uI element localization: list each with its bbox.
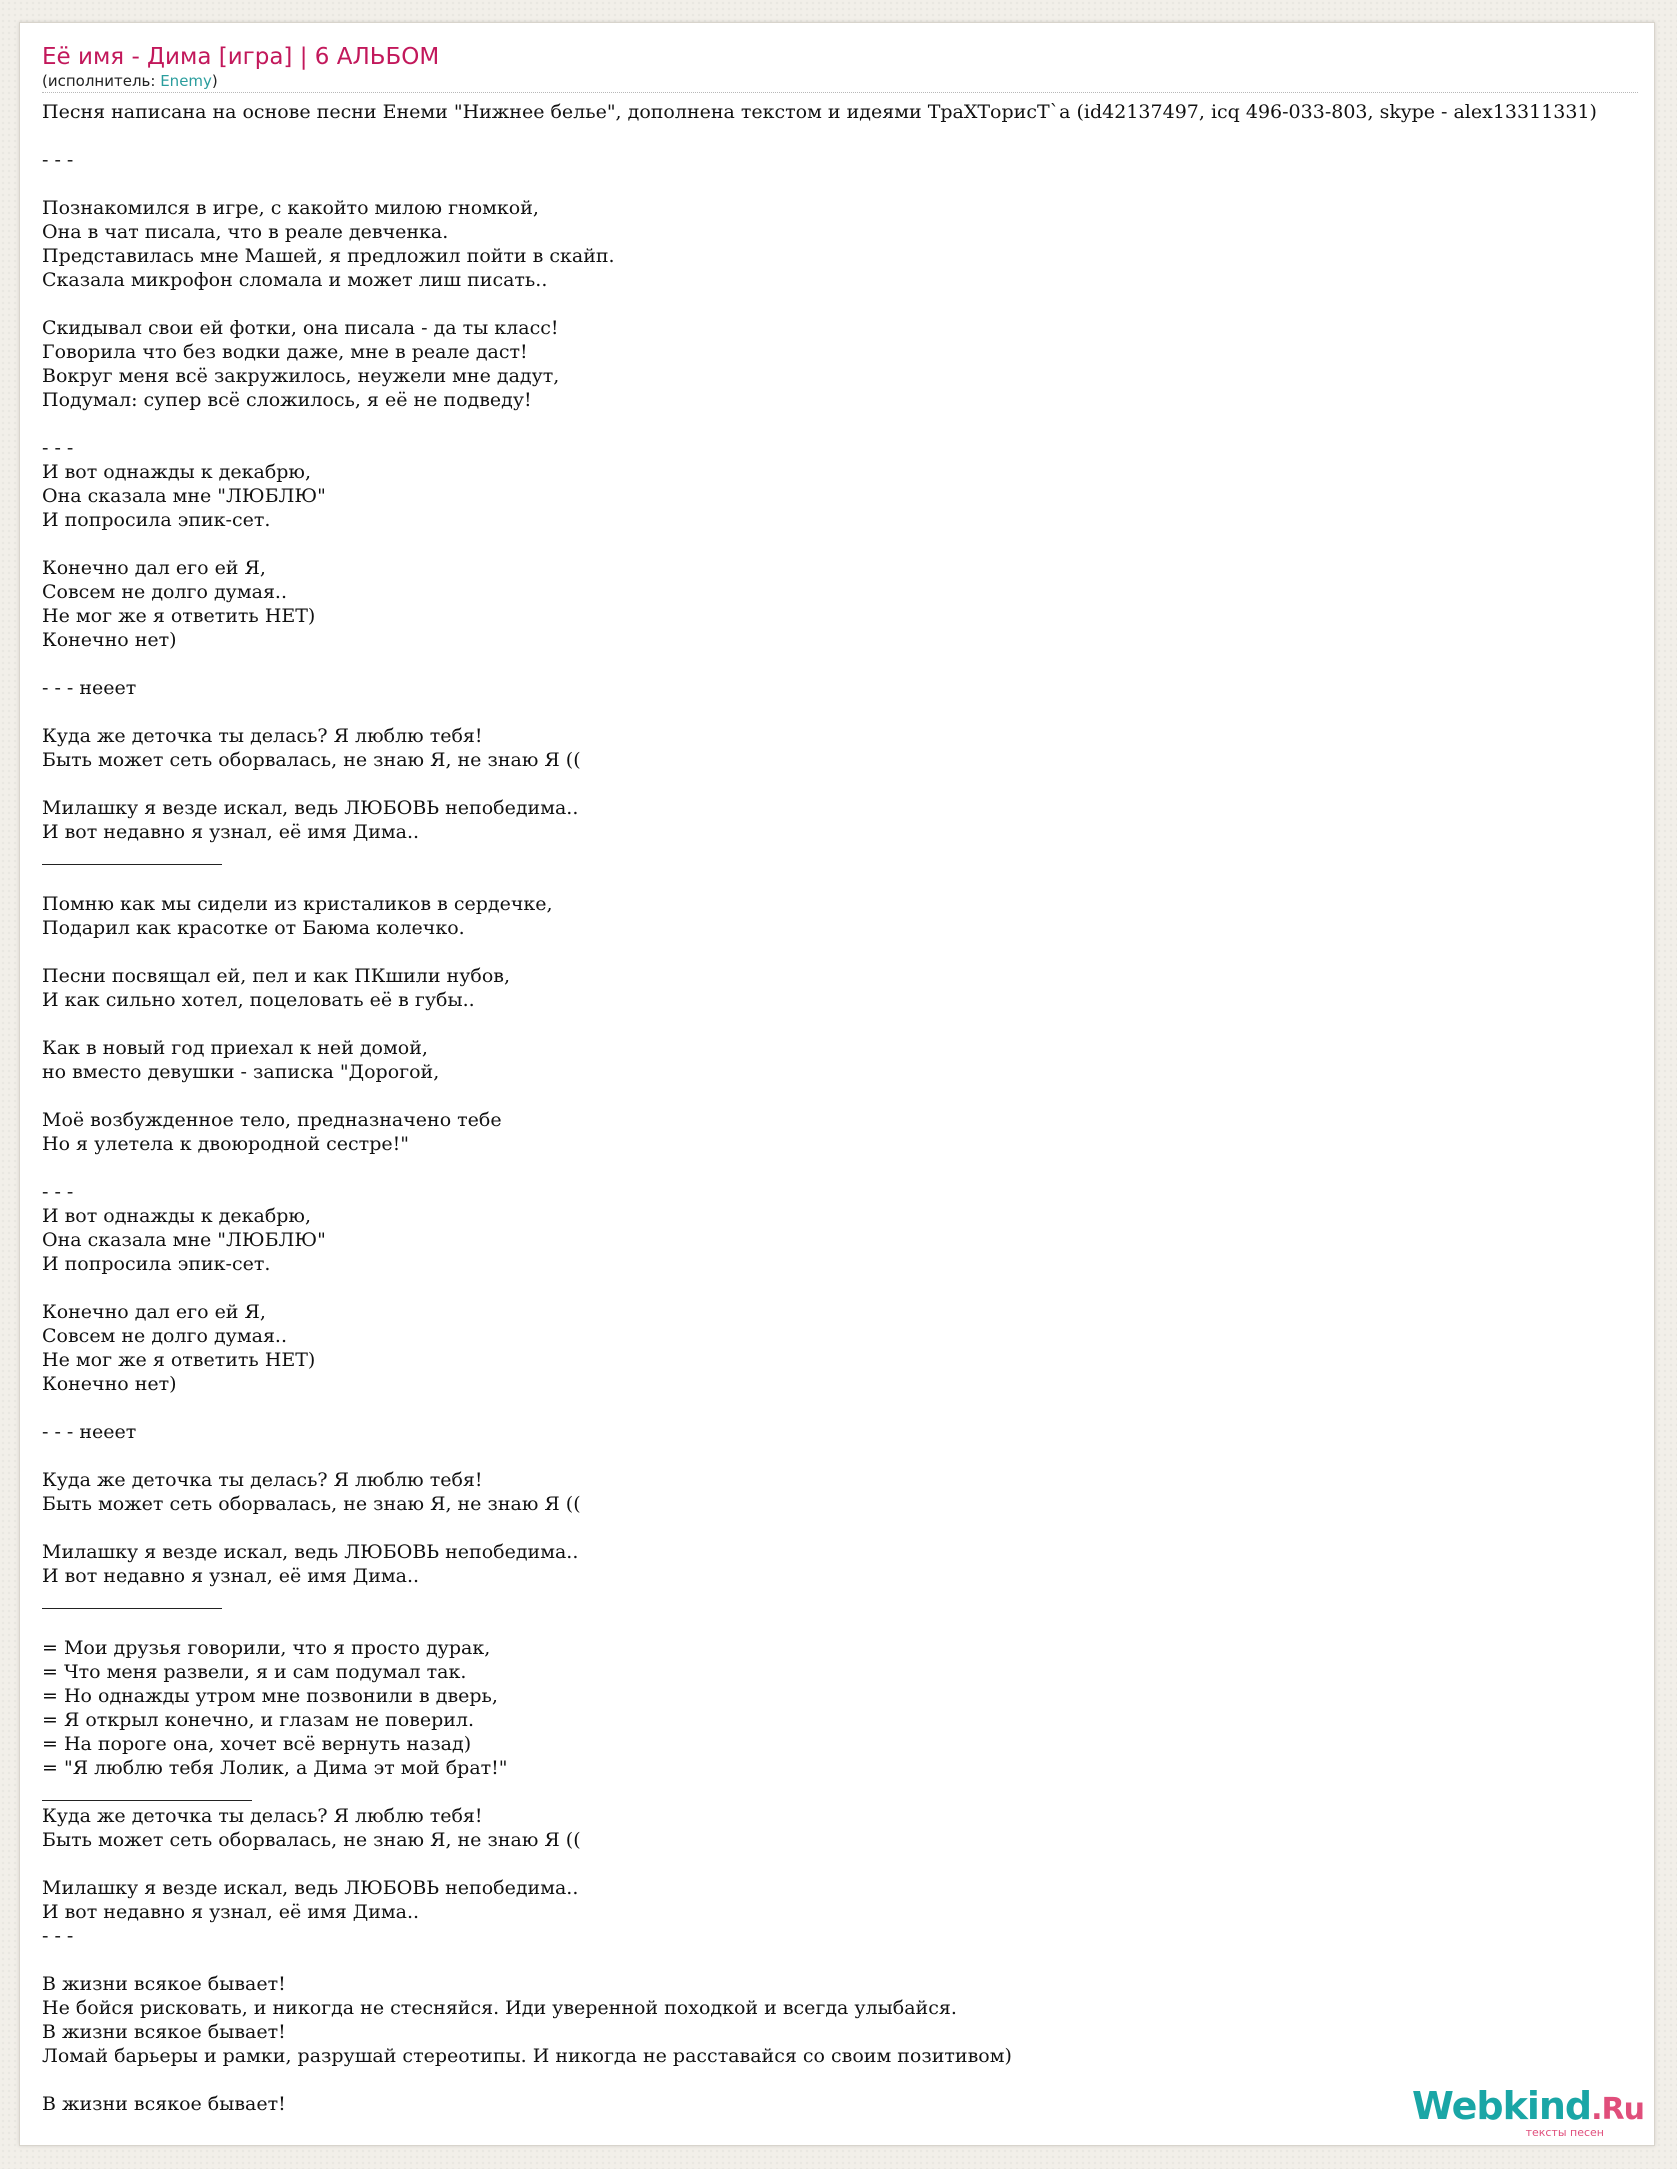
lyric-line: И попросила эпик-сет. (42, 1253, 271, 1275)
section-divider (42, 1780, 1655, 1804)
lyric-line: Конечно нет) (42, 629, 177, 651)
lyric-line: Говорила что без водки даже, мне в реале даст! (42, 341, 528, 363)
lyric-line: Быть может сеть оборвалась, не знаю Я, не знаю Я (( (42, 749, 581, 771)
blank-line (42, 868, 1655, 892)
lyric-line: В жизни всякое бывает! (42, 2021, 286, 2043)
lyric-line: - - - (42, 437, 74, 459)
lyric-line: Ломай барьеры и рамки, разрушай стереотипы. И никогда не расставайся со своим позитивом) (42, 2045, 1012, 2067)
blank-line (42, 940, 1655, 964)
performer-link[interactable]: Enemy (160, 72, 212, 90)
lyric-line: = Но однажды утром мне позвонили в дверь, (42, 1685, 498, 1707)
lyric-line: Совсем не долго думая.. (42, 581, 288, 603)
lyric-line: Подарил как красотке от Баюма колечко. (42, 917, 465, 939)
lyric-line: Быть может сеть оборвалась, не знаю Я, не знаю Я (( (42, 1493, 581, 1515)
performer-prefix: (исполнитель: (42, 72, 161, 90)
lyric-line: И вот недавно я узнал, её имя Дима.. (42, 1901, 420, 1923)
blank-line (42, 1396, 1655, 1420)
lyric-line: Конечно дал его ей Я, (42, 557, 266, 579)
page-title: Её имя - Дима [игра] | 6 АЛЬБОМ (42, 44, 440, 70)
lyric-line: Она сказала мне "ЛЮБЛЮ" (42, 1229, 326, 1251)
lyric-line: В жизни всякое бывает! (42, 2093, 286, 2115)
blank-line (42, 1612, 1655, 1636)
blank-line (42, 172, 1655, 196)
blank-line (42, 652, 1655, 676)
lyric-line: Как в новый год приехал к ней домой, (42, 1037, 428, 1059)
lyric-line: И попросила эпик-сет. (42, 509, 271, 531)
lyric-line: Песни посвящал ей, пел и как ПКшили нубов, (42, 965, 511, 987)
blank-line (42, 1012, 1655, 1036)
lyric-line: - - - (42, 1925, 74, 1947)
performer-suffix: ) (211, 72, 218, 90)
blank-line (42, 1948, 1655, 1972)
logo-tagline: тексты песен (1525, 2126, 1604, 2139)
blank-line (42, 772, 1655, 796)
section-divider (42, 1588, 1655, 1612)
lyric-line: Песня написана на основе песни Енеми "Нижнее белье", дополнена текстом и идеями ТраХТорисТ`а (id42137497, icq 496-033-803, skype - alex13311331) (42, 101, 1597, 123)
blank-line (42, 1156, 1655, 1180)
lyric-line: В жизни всякое бывает! (42, 1973, 286, 1995)
lyric-line: = Мои друзья говорили, что я просто дурак, (42, 1637, 491, 1659)
lyric-line: Не мог же я ответить НЕТ) (42, 605, 316, 627)
blank-line (42, 532, 1655, 556)
lyric-line: Познакомился в игре, с какойто милою гномкой, (42, 197, 539, 219)
lyric-line: - - - нееет (42, 677, 137, 699)
lyric-line: = На пороге она, хочет всё вернуть назад) (42, 1733, 472, 1755)
blank-line (42, 1516, 1655, 1540)
lyric-line: - - - (42, 149, 74, 171)
section-divider (42, 844, 1655, 868)
page-header (42, 42, 1638, 93)
lyric-line: Но я улетела к двоюродной сестре!" (42, 1133, 409, 1155)
lyric-line: И вот однажды к декабрю, (42, 1205, 312, 1227)
lyric-line: Конечно дал его ей Я, (42, 1301, 266, 1323)
lyric-line: Куда же деточка ты делась? Я люблю тебя! (42, 1805, 483, 1827)
lyric-line: Куда же деточка ты делась? Я люблю тебя! (42, 1469, 483, 1491)
blank-line (42, 124, 1655, 148)
lyric-line: = Я открыл конечно, и глазам не поверил. (42, 1709, 475, 1731)
logo-main-text: Webkind (1412, 2084, 1592, 2128)
lyric-line: И вот однажды к декабрю, (42, 461, 312, 483)
lyric-line: И вот недавно я узнал, её имя Дима.. (42, 1565, 420, 1587)
lyric-line: = "Я люблю тебя Лолик, а Дима эт мой брат!" (42, 1757, 508, 1779)
lyric-line: = Что меня развели, я и сам подумал так. (42, 1661, 467, 1683)
lyric-line: Не мог же я ответить НЕТ) (42, 1349, 316, 1371)
blank-line (42, 1444, 1655, 1468)
lyric-line: Подумал: супер всё сложилось, я её не подведу! (42, 389, 532, 411)
logo-tld-text: .Ru (1591, 2092, 1644, 2127)
lyric-line: Милашку я везде искал, ведь ЛЮБОВЬ непобедима.. (42, 797, 579, 819)
lyric-line: Помню как мы сидели из кристаликов в сердечке, (42, 893, 553, 915)
blank-line (42, 1276, 1655, 1300)
lyric-line: Скидывал свои ей фотки, она писала - да ты класс! (42, 317, 559, 339)
lyric-line: Моё возбужденное тело, предназначено тебе (42, 1109, 502, 1131)
lyric-line: Не бойся рисковать, и никогда не стесняйся. Иди уверенной походкой и всегда улыбайся. (42, 1997, 957, 2019)
lyric-line: Совсем не долго думая.. (42, 1325, 288, 1347)
blank-line (42, 1852, 1655, 1876)
lyric-line: И вот недавно я узнал, её имя Дима.. (42, 821, 420, 843)
lyric-line: Вокруг меня всё закружилось, неужели мне дадут, (42, 365, 560, 387)
lyric-line: Она в чат писала, что в реале девченка. (42, 221, 449, 243)
lyric-line: Быть может сеть оборвалась, не знаю Я, не знаю Я (( (42, 1829, 581, 1851)
lyric-line: Куда же деточка ты делась? Я люблю тебя! (42, 725, 483, 747)
blank-line (42, 1084, 1655, 1108)
blank-line (42, 412, 1655, 436)
lyric-line: - - - нееет (42, 1421, 137, 1443)
lyric-line: Сказала микрофон сломала и может лиш писать.. (42, 269, 548, 291)
lyric-line: Милашку я везде искал, ведь ЛЮБОВЬ непобедима.. (42, 1877, 579, 1899)
lyric-line: Она сказала мне "ЛЮБЛЮ" (42, 485, 326, 507)
performer-line (42, 72, 1638, 90)
lyric-line: Конечно нет) (42, 1373, 177, 1395)
blank-line (42, 292, 1655, 316)
webkind-logo (1412, 2086, 1644, 2139)
lyric-line: И как сильно хотел, поцеловать её в губы.. (42, 989, 475, 1011)
lyric-line: - - - (42, 1181, 74, 1203)
blank-line (42, 700, 1655, 724)
lyric-line: но вместо девушки - записка "Дорогой, (42, 1061, 440, 1083)
content-card (19, 22, 1655, 2146)
lyrics-text (42, 100, 1655, 2116)
lyric-line: Милашку я везде искал, ведь ЛЮБОВЬ непобедима.. (42, 1541, 579, 1563)
lyric-line: Представилась мне Машей, я предложил пойти в скайп. (42, 245, 615, 267)
